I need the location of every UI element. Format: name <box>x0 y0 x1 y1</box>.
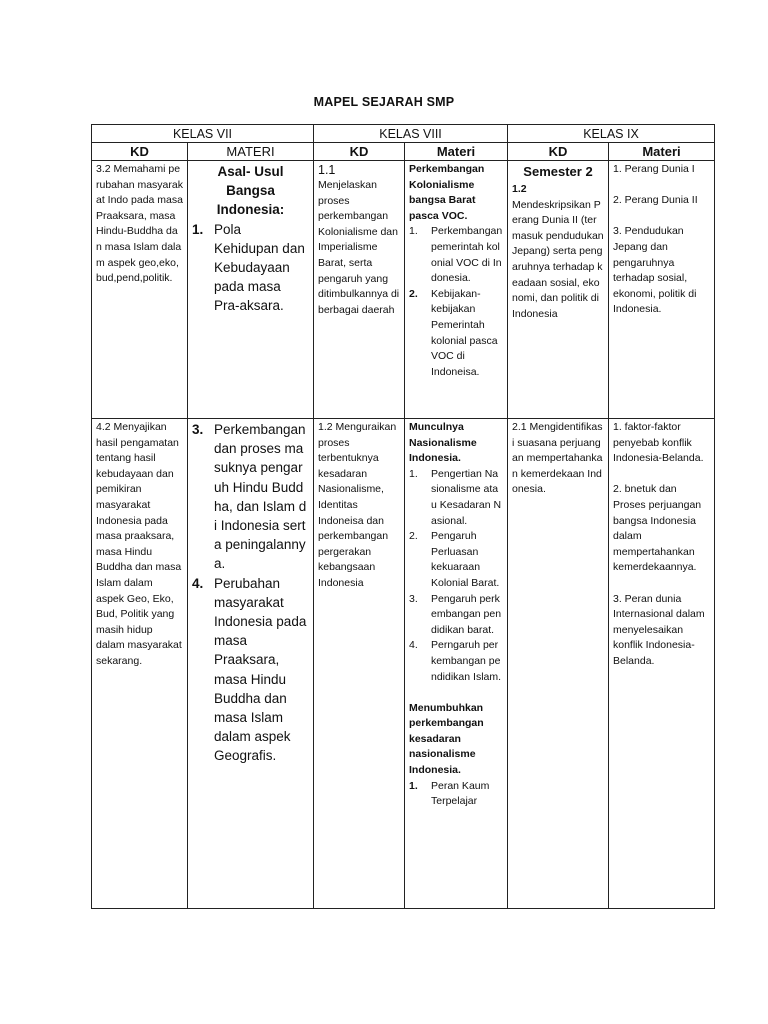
materi-cell <box>188 419 314 909</box>
list-number: 1. <box>409 779 418 792</box>
materi-heading: Menumbuhkan perkembangan kesadaran nasionalisme Indonesia. <box>409 701 484 777</box>
materi-list <box>409 467 503 685</box>
list-text: Perngaruh perkembangan pendidikan Islam. <box>431 639 502 683</box>
list-item <box>409 287 503 381</box>
list-item: 1. Perang Dunia I <box>613 163 695 175</box>
list-item <box>192 420 309 574</box>
table-row <box>92 161 715 419</box>
materi-cell <box>188 161 314 419</box>
materi-cell <box>405 419 508 909</box>
list-number: 1. <box>409 467 418 480</box>
kd-text: Mendeskripsikan Perang Dunia II (termasuk pendudukan Jepang) serta pengaruhnya terhadap keadaan sosial, ekonomi, dan politik di Indonesia <box>512 198 604 320</box>
list-item <box>192 220 309 316</box>
list-item: 1. faktor-faktor penyebab konflik Indonesia-Belanda. <box>613 421 704 465</box>
list-number: 1. <box>409 225 418 238</box>
col-header-materi: MATERI <box>188 143 314 161</box>
kd-cell: 4.2 Menyajikan hasil pengamatan tentang hasil kebudayaan dan pemikiran masyarakat Indonesia pada masa praaksara, masa Hindu Buddha dan masa Islam dalam aspek Geo, Eko, Bud, Politik yang masih hidup dalam masyarakat sekarang. <box>92 419 188 909</box>
curriculum-table <box>91 124 715 909</box>
kd-cell: 2.1 Mengidentifikasi suasana perjuangan mempertahankan kemerdekaan Indonesia. <box>508 419 609 909</box>
materi-heading: Asal- Usul Bangsa Indonesia: <box>216 164 285 218</box>
grade-header-vii: KELAS VII <box>92 125 314 143</box>
list-item: 2. bnetuk dan Proses perjuangan bangsa Indonesia dalam mempertahankan kemerdekaannya. <box>613 483 702 574</box>
list-number: 2. <box>409 287 418 300</box>
list-text: Peran Kaum Terpelajar <box>431 779 490 808</box>
document-title: MAPEL SEJARAH SMP <box>313 95 455 109</box>
materi-list <box>192 420 309 766</box>
list-number: 2. <box>409 530 418 543</box>
list-item <box>409 638 503 685</box>
kd-number: 1.2 <box>512 183 527 195</box>
list-item <box>409 592 503 639</box>
list-text: Perkembangan pemerintah kolonial VOC di Indonesia. <box>431 225 503 285</box>
kd-cell <box>508 161 609 419</box>
table-row <box>92 419 715 909</box>
column-header-row <box>92 143 715 161</box>
list-number: 4. <box>409 639 418 652</box>
list-text: Perkembangan dan proses masuknya pengaruh Hindu Buddha, dan Islam di Indonesia serta peningalannya. <box>214 422 307 572</box>
materi-cell <box>609 419 715 909</box>
kd-cell <box>314 161 405 419</box>
list-item <box>409 224 503 286</box>
grade-header-row <box>92 125 715 143</box>
list-number: 3. <box>409 592 418 605</box>
list-item <box>192 574 309 766</box>
col-header-kd: KD <box>508 143 609 161</box>
col-header-materi: Materi <box>609 143 715 161</box>
list-text: Pengaruh perkembangan pendidikan barat. <box>431 592 502 636</box>
materi-cell <box>609 161 715 419</box>
kd-cell: 1.2 Menguraikan proses terbentuknya kesadaran Nasionalisme, Identitas Indoneisa dan perkembangan pergerakan kebangsaan Indonesia <box>314 419 405 909</box>
materi-list <box>409 779 503 810</box>
materi-list <box>192 220 309 316</box>
kd-text: Menjelaskan proses perkembangan Kolonialisme dan Imperialisme Barat, serta pengaruh yang ditimbulkannya di berbagai daerah <box>318 179 400 316</box>
col-header-materi: Materi <box>405 143 508 161</box>
materi-heading: Munculnya Nasionalisme Indonesia. <box>409 421 477 465</box>
list-item <box>409 529 503 591</box>
semester-label: Semester 2 <box>523 164 593 179</box>
list-item <box>409 779 503 810</box>
grade-header-viii: KELAS VIII <box>314 125 508 143</box>
materi-cell <box>405 161 508 419</box>
list-number: 3. <box>192 422 204 437</box>
list-text: Perubahan masyarakat Indonesia pada masa Praaksara, masa Hindu Buddha dan masa Islam dalam aspek Geografis. <box>214 575 307 764</box>
list-text: Pola Kehidupan dan Kebudayaan pada masa Pra-aksara. <box>214 221 305 314</box>
grade-header-ix: KELAS IX <box>508 125 715 143</box>
col-header-kd: KD <box>314 143 405 161</box>
list-item: 3. Pendudukan Jepang dan pengaruhnya terhadap sosial, ekonomi, politik di Indonesia. <box>613 225 697 316</box>
list-text: Pengertian Nasionalisme atau Kesadaran Nasional. <box>431 467 502 527</box>
list-number: 4. <box>192 575 204 591</box>
list-item <box>409 467 503 529</box>
kd-cell: 3.2 Memahami perubahan masyarakat Indo pada masa Praaksara, masa Hindu-Buddha dan masa Islam dalam aspek geo,eko,bud,pend,politik. <box>92 161 188 419</box>
list-item: 3. Peran dunia Internasional dalam menyelesaikan konflik Indonesia-Belanda. <box>613 592 705 667</box>
list-number: 1. <box>192 221 204 237</box>
col-header-kd: KD <box>92 143 188 161</box>
list-item: 2. Perang Dunia II <box>613 194 698 207</box>
materi-list <box>409 224 503 380</box>
list-text: Pengaruh Perluasan kekuaraan Kolonial Barat. <box>431 530 500 589</box>
kd-number: 1.1 <box>318 163 336 177</box>
materi-heading: Perkembangan Kolonialisme bangsa Barat pasca VOC. <box>409 163 485 222</box>
list-text: Kebijakan-kebijakan Pemerintah kolonial pasca VOC di Indoneisa. <box>431 287 498 378</box>
